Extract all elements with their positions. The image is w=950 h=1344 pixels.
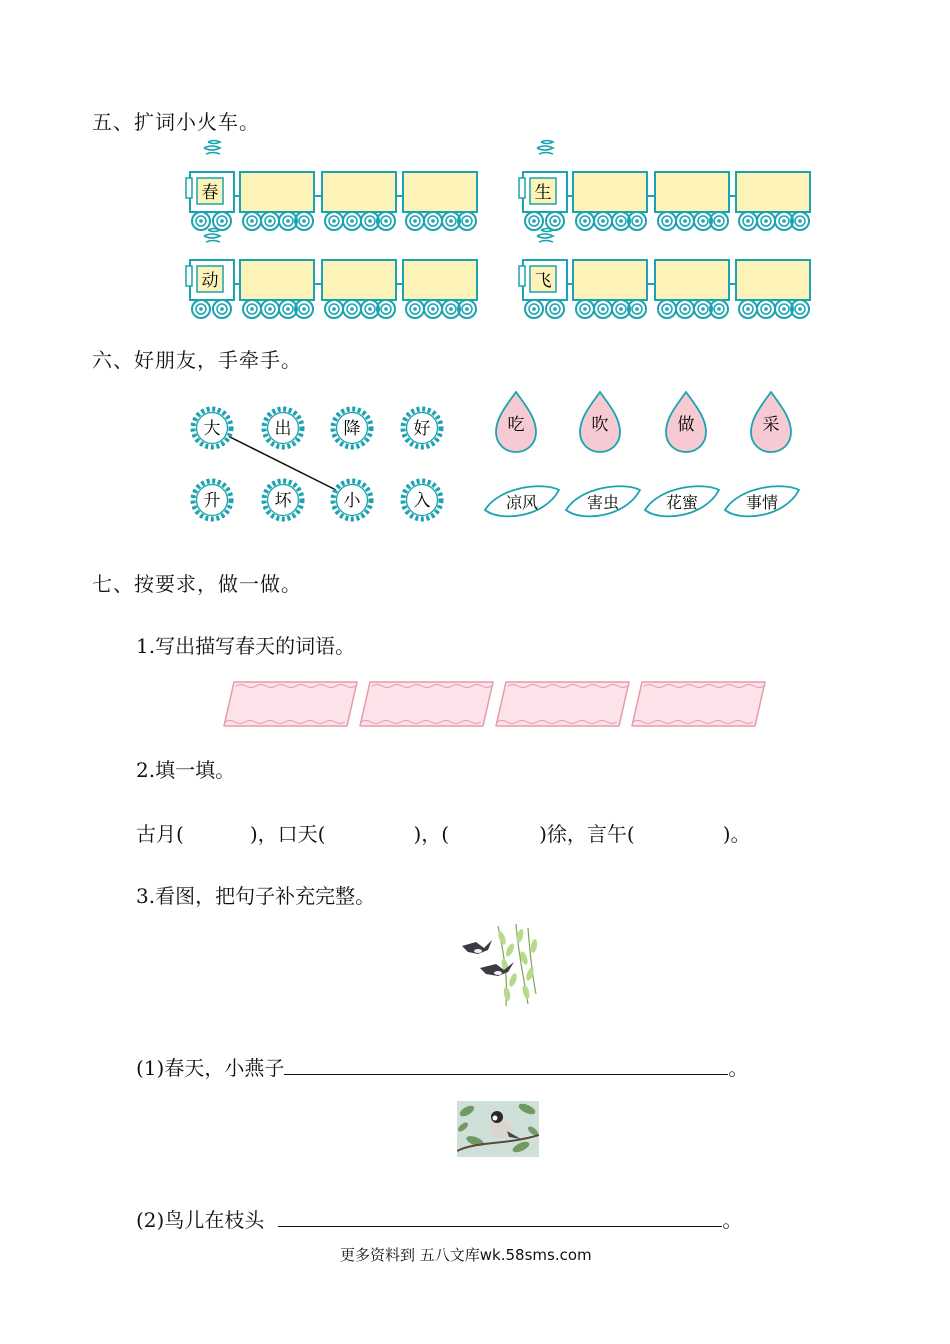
drop-4-char: 采 (762, 415, 780, 435)
section-6-title: 六、好朋友，手牵手。 (92, 348, 302, 372)
train-4-char: 飞 (534, 271, 552, 291)
answer-boxes (218, 676, 778, 730)
matching-illustration (0, 380, 950, 530)
fill-c-post: )徐， (539, 822, 587, 846)
train-2 (519, 141, 810, 231)
sentence-2-prefix: (2)鸟儿在枝头 (136, 1208, 265, 1232)
gear-bottom-3[interactable] (333, 481, 371, 519)
sentence-1-blank[interactable] (284, 1054, 728, 1075)
leaf-2[interactable] (566, 486, 640, 516)
drop-2[interactable] (580, 392, 620, 452)
drop-4[interactable] (751, 392, 791, 452)
gear-top-3[interactable] (333, 409, 371, 447)
train-1-char: 春 (201, 183, 219, 203)
leaf-1[interactable] (485, 486, 559, 516)
train-2-char: 生 (534, 183, 552, 203)
gear-bottom-4[interactable] (403, 481, 441, 519)
gear-bottom-1-char: 升 (203, 491, 221, 511)
gear-top-4[interactable] (403, 409, 441, 447)
fill-a-pre: 古月( (136, 822, 184, 846)
bird-on-branch-image (457, 1101, 539, 1157)
fill-c-pre: ( (441, 822, 450, 846)
fill-b-post: )， (413, 822, 442, 846)
gear-bottom-3-char: 小 (343, 491, 361, 511)
gear-top-1-char: 大 (203, 419, 221, 439)
question-3: 3.看图，把句子补充完整。 (136, 884, 376, 908)
leaf-4[interactable] (725, 486, 799, 516)
gear-top-2-char: 出 (274, 419, 292, 439)
sentence-2-suffix: 。 (722, 1208, 743, 1232)
gear-top-2[interactable] (264, 409, 302, 447)
gear-bottom-2[interactable] (264, 481, 302, 519)
section-7-title: 七、按要求，做一做。 (92, 572, 302, 596)
answer-box-3[interactable] (496, 682, 629, 726)
question-2: 2.填一填。 (136, 758, 236, 782)
answer-box-1[interactable] (224, 682, 357, 726)
section-5-title: 五、扩词小火车。 (92, 110, 260, 134)
gear-bottom-2-char: 坏 (274, 491, 292, 511)
leaf-2-text: 害虫 (586, 493, 620, 512)
train-4 (519, 229, 810, 319)
sentence-1-prefix: (1)春天，小燕子 (136, 1056, 285, 1080)
gear-bottom-1[interactable] (193, 481, 231, 519)
leaf-3[interactable] (645, 486, 719, 516)
train-1 (186, 141, 477, 231)
footer-text[interactable]: 更多资料到 五八文库wk.58sms.com (340, 1246, 592, 1264)
question-1: 1.写出描写春天的词语。 (136, 634, 356, 658)
gear-top-1[interactable] (193, 409, 231, 447)
answer-box-2[interactable] (360, 682, 493, 726)
drop-3-char: 做 (677, 415, 695, 435)
sentence-1-suffix: 。 (728, 1056, 749, 1080)
swallows-willow-image (458, 924, 540, 1008)
leaf-4-text: 事情 (745, 493, 779, 512)
fill-a-post: )， (249, 822, 278, 846)
drop-1-char: 吃 (507, 415, 525, 435)
fill-d-post: )。 (722, 822, 751, 846)
drop-1[interactable] (496, 392, 536, 452)
answer-box-4[interactable] (632, 682, 765, 726)
gear-top-4-char: 好 (413, 419, 431, 439)
train-3-char: 动 (201, 271, 219, 291)
fill-b-pre: 口天( (277, 822, 326, 846)
train-3 (186, 229, 477, 319)
leaf-1-text: 凉风 (505, 493, 539, 512)
sentence-2-blank[interactable] (278, 1206, 722, 1227)
sentence-2 (136, 1204, 742, 1233)
train-illustrations (0, 0, 950, 340)
drop-3[interactable] (666, 392, 706, 452)
leaf-3-text: 花蜜 (665, 493, 699, 512)
fill-blanks-row (136, 818, 751, 847)
fill-d-pre: 言午( (586, 822, 635, 846)
gear-bottom-4-char: 入 (413, 491, 431, 511)
sentence-1 (136, 1052, 748, 1081)
drop-2-char: 吹 (591, 415, 609, 435)
gear-top-3-char: 降 (343, 419, 361, 439)
